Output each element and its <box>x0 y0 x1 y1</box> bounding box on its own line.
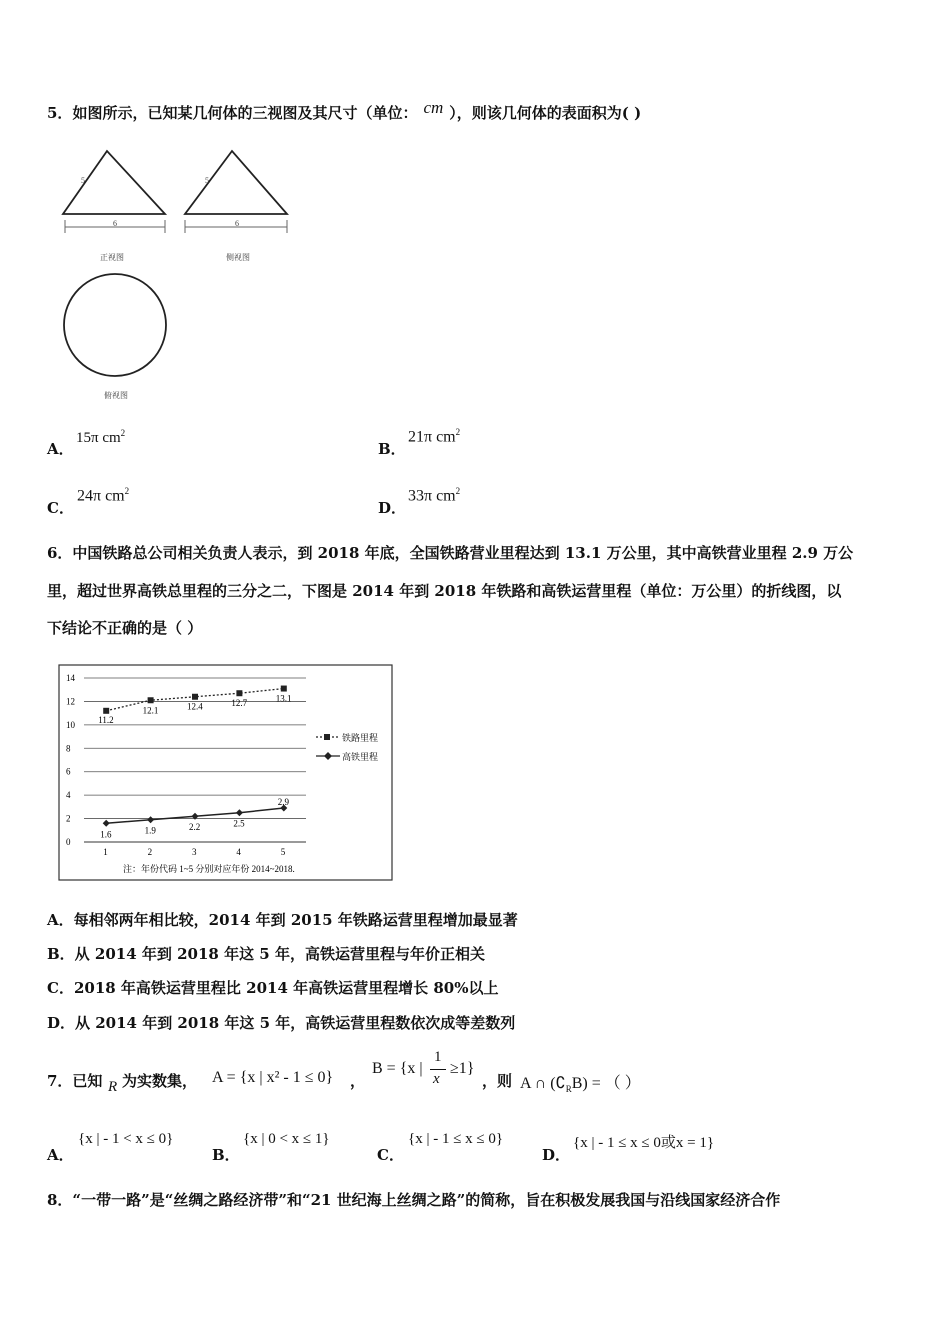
x-tick-label: 2 <box>147 847 153 857</box>
highspeed-data-label: 1.6 <box>100 829 112 840</box>
q6-option-b[interactable]: B．从 2014 年到 2018 年这 5 年，高铁运营里程与年价正相关 <box>47 945 485 963</box>
side-base-label: 6 <box>235 219 239 228</box>
q7-option-a-value: {x | - 1 < x ≤ 0} <box>78 1131 174 1147</box>
q7-option-d-value: {x | - 1 ≤ x ≤ 0或x = 1} <box>573 1135 715 1151</box>
railway-data-label: 12.1 <box>142 705 159 716</box>
front-base-label: 6 <box>113 219 117 228</box>
q5-option-b-label: B． <box>378 440 406 458</box>
y-tick-label: 0 <box>66 837 71 847</box>
q5-option-c-label: C． <box>47 499 74 517</box>
q7-option-b[interactable] <box>212 1131 330 1165</box>
q7-option-d-label: D． <box>542 1146 571 1164</box>
q7-option-b-value: {x | 0 < x ≤ 1} <box>243 1131 330 1147</box>
legend-highspeed: 高铁里程 <box>342 752 379 762</box>
y-tick-label: 6 <box>66 766 71 777</box>
front-view <box>63 151 165 233</box>
q7-option-a-label: A． <box>47 1146 74 1164</box>
q5-option-d-sup: 2 <box>455 486 461 496</box>
front-view-caption: 正视图 <box>100 253 124 262</box>
q5-option-b[interactable] <box>378 427 461 459</box>
q7-expr-sub: R <box>565 1084 572 1095</box>
q5-option-d-value: 33π cm <box>408 487 456 505</box>
q7-option-d[interactable] <box>542 1135 715 1165</box>
x-tick-label: 3 <box>192 847 197 857</box>
q5-option-a-value: 15π cm <box>76 430 121 446</box>
highspeed-point <box>236 809 243 816</box>
y-tick-label: 4 <box>66 790 71 801</box>
chart-legend <box>316 732 378 762</box>
q7-fraction-bar <box>430 1069 446 1070</box>
q5-stem <box>47 98 642 123</box>
q7-B-denominator: x <box>433 1071 440 1087</box>
railway-data-label: 13.1 <box>275 693 292 704</box>
q5-option-d[interactable] <box>378 486 461 518</box>
q6-stem-line3: 下结论不正确的是（ ） <box>47 619 203 637</box>
q5-text-a: 如图所示，已知某几何体的三视图及其尺寸（单位： <box>72 104 418 122</box>
q5-three-views <box>55 145 305 410</box>
x-tick-label: 1 <box>103 847 108 857</box>
q7-expr-end: B) = （ ） <box>571 1075 641 1092</box>
q5-option-a-label: A． <box>47 440 74 458</box>
railway-point <box>148 697 154 703</box>
y-tick-label: 12 <box>66 696 75 707</box>
railway-point <box>281 686 287 692</box>
y-tick-label: 14 <box>66 673 75 683</box>
highspeed-data-label: 2.5 <box>233 818 245 829</box>
q6-option-d[interactable]: D．从 2014 年到 2018 年这 5 年，高铁运营里程数依次成等差数列 <box>47 1014 516 1032</box>
q5-unit: cm <box>423 98 444 117</box>
chart-frame <box>59 665 392 880</box>
q5-option-b-sup: 2 <box>455 427 461 437</box>
q6-option-c[interactable]: C．2018 年高铁运营里程比 2014 年高铁运营里程增长 80%以上 <box>47 979 499 997</box>
x-tick-label: 5 <box>280 847 286 857</box>
q7-comma: ， <box>350 1072 366 1090</box>
railway-data-label: 12.7 <box>231 698 248 709</box>
q7-set-B-post: ≥1} <box>450 1060 475 1077</box>
y-tick-label: 10 <box>66 719 75 730</box>
top-view-caption: 俯视图 <box>104 391 128 400</box>
q5-text-b: ），则该几何体的表面积为( ) <box>449 104 642 122</box>
q5-option-a-sup: 2 <box>120 428 126 438</box>
side-view <box>185 151 287 233</box>
highspeed-data-label: 1.9 <box>144 825 156 836</box>
q8-stem-line1: 8．“一带一路”是“丝绸之路经济带”和“21 世纪海上丝绸之路”的简称，旨在积极发展我国与沿线国家经济合作 <box>47 1191 781 1209</box>
front-slant-label: 5 <box>81 176 85 185</box>
side-view-caption: 侧视图 <box>226 253 250 262</box>
highspeed-data-label: 2.9 <box>277 797 290 808</box>
q7-expr: A ∩ (∁ <box>520 1075 566 1092</box>
highspeed-data-label: 2.2 <box>189 822 201 833</box>
highspeed-point <box>147 816 154 823</box>
q5-number: 5． <box>47 104 73 122</box>
highspeed-point <box>103 820 110 827</box>
railway-data-label: 12.4 <box>187 701 203 712</box>
q7-set-B-pre: B = {x | <box>372 1060 423 1077</box>
q5-option-c-sup: 2 <box>124 486 130 496</box>
q6-line-chart <box>58 664 394 882</box>
q7-option-b-label: B． <box>212 1146 240 1164</box>
legend-railway: 铁路里程 <box>342 733 379 743</box>
q7-option-c-value: {x | - 1 ≤ x ≤ 0} <box>408 1131 504 1147</box>
railway-data-label: 11.2 <box>98 714 114 725</box>
x-tick-label: 4 <box>236 847 241 857</box>
q6-stem-line1: 6．中国铁路总公司相关负责人表示，到 2018 年底，全国铁路营业里程达到 13.1 万公里，其中高铁营业里程 2.9 万公 <box>47 544 854 562</box>
q7-option-c-label: C． <box>377 1146 404 1164</box>
railway-point <box>192 694 198 700</box>
railway-point <box>103 708 109 714</box>
y-tick-label: 2 <box>66 813 71 824</box>
q7-option-a[interactable] <box>47 1131 174 1165</box>
chart-note: 注：年份代码 1~5 分别对应年份 2014~2018. <box>123 864 295 874</box>
q7-set-A: A = {x | x² - 1 ≤ 0} <box>212 1069 334 1086</box>
q5-option-c-value: 24π cm <box>77 487 125 505</box>
q6-stem-line2: 里，超过世界高铁总里程的三分之二，下图是 2014 年到 2018 年铁路和高铁运营里程（单位：万公里）的折线图，以 <box>47 582 842 600</box>
q7-option-c[interactable] <box>377 1131 504 1165</box>
q7-R: R <box>108 1079 118 1095</box>
q7-number: 7．已知 <box>47 1072 103 1090</box>
y-tick-label: 8 <box>66 743 71 754</box>
q7-B-numerator: 1 <box>434 1049 442 1065</box>
q6-option-a[interactable]: A．每相邻两年相比较，2014 年到 2015 年铁路运营里程增加最显著 <box>47 911 518 929</box>
q7-text2: ，则 <box>482 1072 513 1090</box>
top-view-circle <box>64 274 166 376</box>
q7-text1: 为实数集， <box>122 1072 198 1090</box>
side-slant-label: 5 <box>205 176 209 185</box>
q5-option-a[interactable] <box>47 428 126 459</box>
q5-option-b-value: 21π cm <box>408 428 456 446</box>
q5-option-c[interactable] <box>47 486 130 518</box>
q5-option-d-label: D． <box>378 499 407 517</box>
railway-point <box>236 690 242 696</box>
